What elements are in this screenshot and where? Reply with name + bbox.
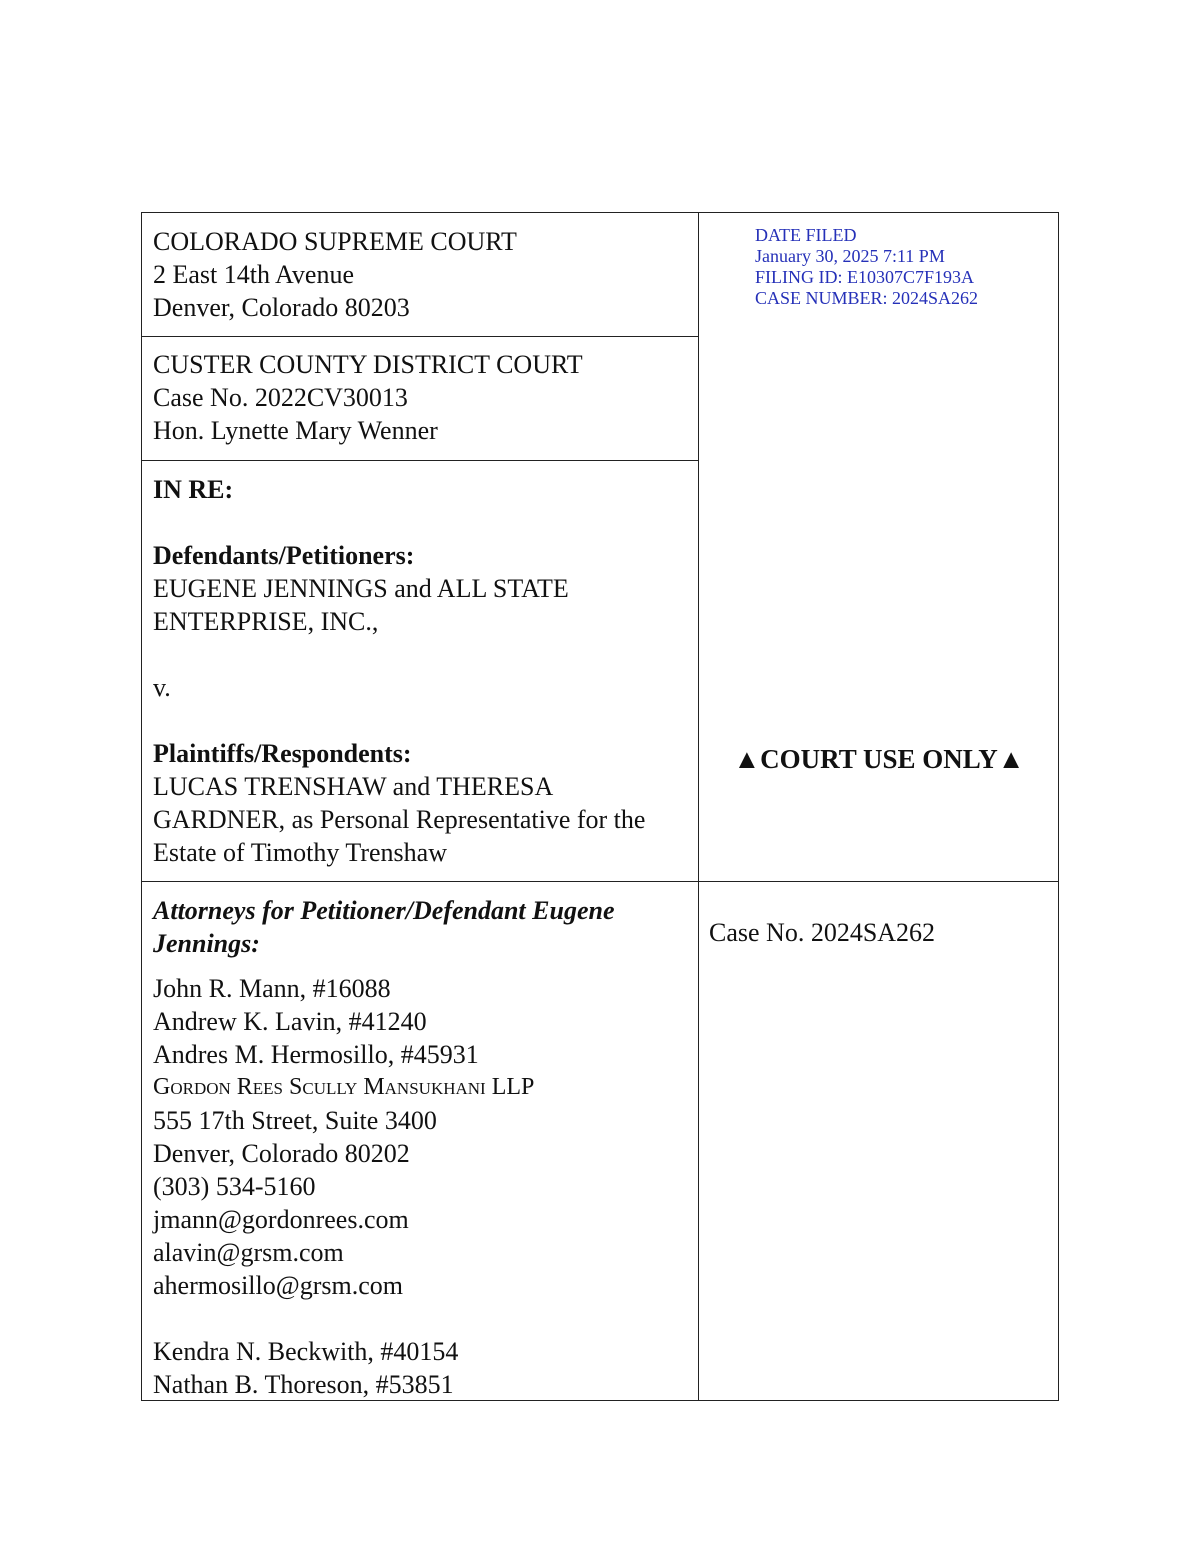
supreme-court-block — [153, 225, 693, 324]
caption-box — [141, 212, 1059, 1401]
filing-stamp-line4: CASE NUMBER: 2024SA262 — [755, 288, 979, 308]
attorney-email: ahermosillo@grsm.com — [153, 1271, 403, 1300]
petitioners-label: Defendants/Petitioners: — [153, 541, 415, 570]
court-use-only-label: ▲COURT USE ONLY▲ — [733, 744, 1025, 774]
in-re-label: IN RE: — [153, 475, 234, 504]
attorney-name: Andrew K. Lavin, #41240 — [153, 1007, 427, 1036]
column-divider — [698, 213, 699, 1400]
row-divider-2 — [142, 460, 698, 461]
supreme-court-address-line1: 2 East 14th Avenue — [153, 260, 354, 289]
attorneys-heading-line2: Jennings: — [153, 929, 260, 958]
filing-stamp-line2: January 30, 2025 7:11 PM — [755, 246, 945, 266]
parties-block — [153, 473, 693, 869]
law-firm-name: Gordon Rees Scully Mansukhani LLP — [153, 1074, 535, 1100]
district-case-number: Case No. 2022CV30013 — [153, 383, 408, 412]
petitioners-line2: ENTERPRISE, INC., — [153, 607, 379, 636]
firm-phone: (303) 534-5160 — [153, 1172, 316, 1201]
firm-address-line2: Denver, Colorado 80202 — [153, 1139, 410, 1168]
district-court-block — [153, 348, 693, 447]
row-divider-1 — [142, 336, 698, 337]
respondents-line3: Estate of Timothy Trenshaw — [153, 838, 447, 867]
versus-label: v. — [153, 673, 171, 702]
attorney-name: Kendra N. Beckwith, #40154 — [153, 1337, 459, 1366]
petitioners-line1: EUGENE JENNINGS and ALL STATE — [153, 574, 569, 603]
filing-stamp — [755, 225, 978, 309]
attorneys-block — [153, 894, 693, 1401]
attorneys-heading-line1: Attorneys for Petitioner/Defendant Eugene — [153, 896, 615, 925]
attorney-email: jmann@gordonrees.com — [153, 1205, 409, 1234]
filing-stamp-line3: FILING ID: E10307C7F193A — [755, 267, 974, 287]
supreme-court-address-line2: Denver, Colorado 80203 — [153, 293, 410, 322]
appeal-case-number: Case No. 2024SA262 — [709, 918, 936, 947]
firm-address-line1: 555 17th Street, Suite 3400 — [153, 1106, 437, 1135]
respondents-line1: LUCAS TRENSHAW and THERESA — [153, 772, 554, 801]
supreme-court-name: COLORADO SUPREME COURT — [153, 227, 517, 256]
respondents-line2: GARDNER, as Personal Representative for the — [153, 805, 646, 834]
district-judge: Hon. Lynette Mary Wenner — [153, 416, 438, 445]
district-court-name: CUSTER COUNTY DISTRICT COURT — [153, 350, 583, 379]
attorney-name: Nathan B. Thoreson, #53851 — [153, 1370, 454, 1399]
filing-stamp-line1: DATE FILED — [755, 225, 857, 245]
attorney-email: alavin@grsm.com — [153, 1238, 344, 1267]
attorney-name: Andres M. Hermosillo, #45931 — [153, 1040, 479, 1069]
respondents-label: Plaintiffs/Respondents: — [153, 739, 412, 768]
row-divider-3 — [142, 881, 1058, 882]
attorney-name: John R. Mann, #16088 — [153, 974, 391, 1003]
